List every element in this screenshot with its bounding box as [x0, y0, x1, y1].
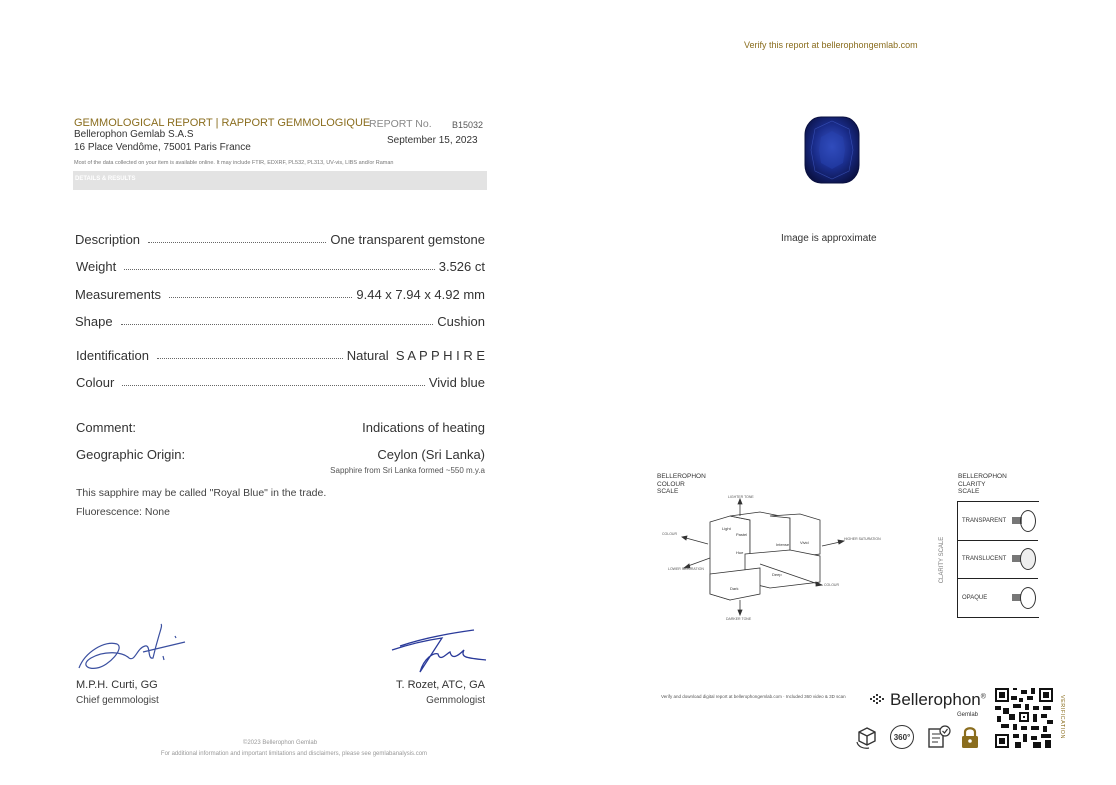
box-deep: Deep: [772, 572, 782, 577]
identification-value: Natural S A P P H I R E: [346, 348, 485, 363]
label-lighter-tone: LIGHTER TONE: [728, 495, 754, 499]
box-hue: Hue: [736, 550, 744, 555]
identification-label: Identification: [76, 348, 149, 363]
lock-icon: [960, 724, 980, 750]
box-light: Light: [722, 526, 731, 531]
weight-label: Weight: [76, 259, 117, 274]
left-signer-name: M.P.H. Curti, GG: [76, 679, 158, 691]
weight-row: [76, 256, 485, 274]
right-signer-name: T. Rozet, ATC, GA: [395, 679, 485, 691]
colour-value: Vivid blue: [428, 375, 485, 390]
disclaimer[interactable]: For additional information and important limitations and disclaimers, please see gemlabanalysis.com: [160, 751, 428, 757]
report-title: GEMMOLOGICAL REPORT | RAPPORT GEMMOLOGIQUE: [74, 117, 371, 129]
shape-value: Cushion: [437, 314, 485, 329]
verify-small-note[interactable]: Verify and download digital report at bellerophongemlab.com · Included 360 video & 3D scan: [661, 694, 846, 699]
origin-note: Sapphire from Sri Lanka formed ~550 m.y.a: [330, 466, 485, 475]
origin-value: Ceylon (Sri Lanka): [377, 447, 485, 462]
company-address: 16 Place Vendôme, 75001 Paris France: [74, 142, 251, 153]
trade-note: This sapphire may be called "Royal Blue" in the trade.: [76, 487, 327, 499]
box-dark: Dark: [730, 586, 739, 591]
section-bar-label: DETAILS & RESULTS: [75, 176, 136, 182]
report-date: September 15, 2023: [387, 135, 478, 146]
box-vivid: Vivid: [800, 540, 809, 545]
measurements-value: 9.44 x 7.94 x 4.92 mm: [356, 287, 485, 302]
left-signer-title: Chief gemmologist: [76, 695, 159, 706]
colour-row: [76, 372, 485, 390]
identification-row: [76, 345, 485, 363]
description-label: Description: [75, 232, 141, 247]
bellerophon-logo-icon: [868, 692, 886, 708]
clarity-level-opaque: OPAQUE: [958, 579, 1038, 617]
label-colour-left: COLOUR: [662, 532, 677, 536]
colour-scale-title: BELLEROPHON COLOUR SCALE: [657, 473, 706, 495]
shape-row: [75, 311, 485, 329]
label-darker-tone: DARKER TONE: [726, 617, 752, 621]
verify-link[interactable]: Verify this report at bellerophongemlab.com: [744, 40, 918, 50]
measurements-label: Measurements: [75, 287, 161, 302]
label-lower-saturation: LOWER SATURATION: [668, 567, 704, 571]
shape-label: Shape: [75, 314, 113, 329]
right-signer-title: Gemmologist: [426, 695, 485, 706]
left-signature: [75, 622, 190, 674]
box-intense: Intense: [776, 542, 790, 547]
origin-label: Geographic Origin:: [76, 447, 186, 462]
report-number: B15032: [452, 120, 484, 130]
label-colour-right: COLOUR: [824, 583, 839, 587]
label-higher-saturation: HIGHER SATURATION: [844, 537, 881, 541]
clarity-scale-table: [957, 501, 1039, 618]
copyright: ©2023 Bellerophon Gemlab: [242, 740, 318, 746]
box-pastel: Pastel: [736, 532, 748, 537]
360-video-icon: 360°: [890, 725, 914, 749]
measurements-row: [75, 284, 485, 302]
verification-vertical: VERIFICATION: [1059, 694, 1065, 740]
section-bar: [73, 171, 487, 190]
colour-scale-diagram: [660, 494, 881, 622]
description-row: [75, 229, 485, 247]
clarity-level-transparent: TRANSPARENT: [958, 502, 1038, 541]
image-caption: Image is approximate: [781, 233, 877, 244]
clarity-scale-title: BELLEROPHON CLARITY SCALE: [958, 473, 1007, 495]
qr-code-icon[interactable]: [995, 688, 1053, 748]
description-value: One transparent gemstone: [330, 232, 485, 247]
weight-value: 3.526 ct: [438, 259, 485, 274]
colour-label: Colour: [76, 375, 115, 390]
report-no-label: REPORT No.: [369, 118, 432, 130]
document-check-icon: [926, 724, 952, 750]
gemstone-image: [803, 115, 861, 185]
brand-sub: Gemlab: [957, 712, 979, 718]
right-signature: [390, 628, 490, 676]
clarity-level-translucent: TRANSLUCENT: [958, 540, 1038, 579]
comment-value: Indications of heating: [362, 420, 485, 435]
comment-label: Comment:: [76, 420, 136, 435]
company-name: Bellerophon Gemlab S.A.S: [74, 129, 194, 140]
3d-cube-icon: [854, 724, 880, 750]
brand-name: Bellerophon®: [890, 690, 986, 709]
clarity-axis-label: CLARITY SCALE: [939, 536, 945, 584]
data-note: Most of the data collected on your item is available online. It may include FTIR, EDXRF, PL532, PL313, UV-vis, LIBS and/or Raman: [74, 160, 394, 166]
fluorescence-note: Fluorescence: None: [76, 506, 170, 518]
